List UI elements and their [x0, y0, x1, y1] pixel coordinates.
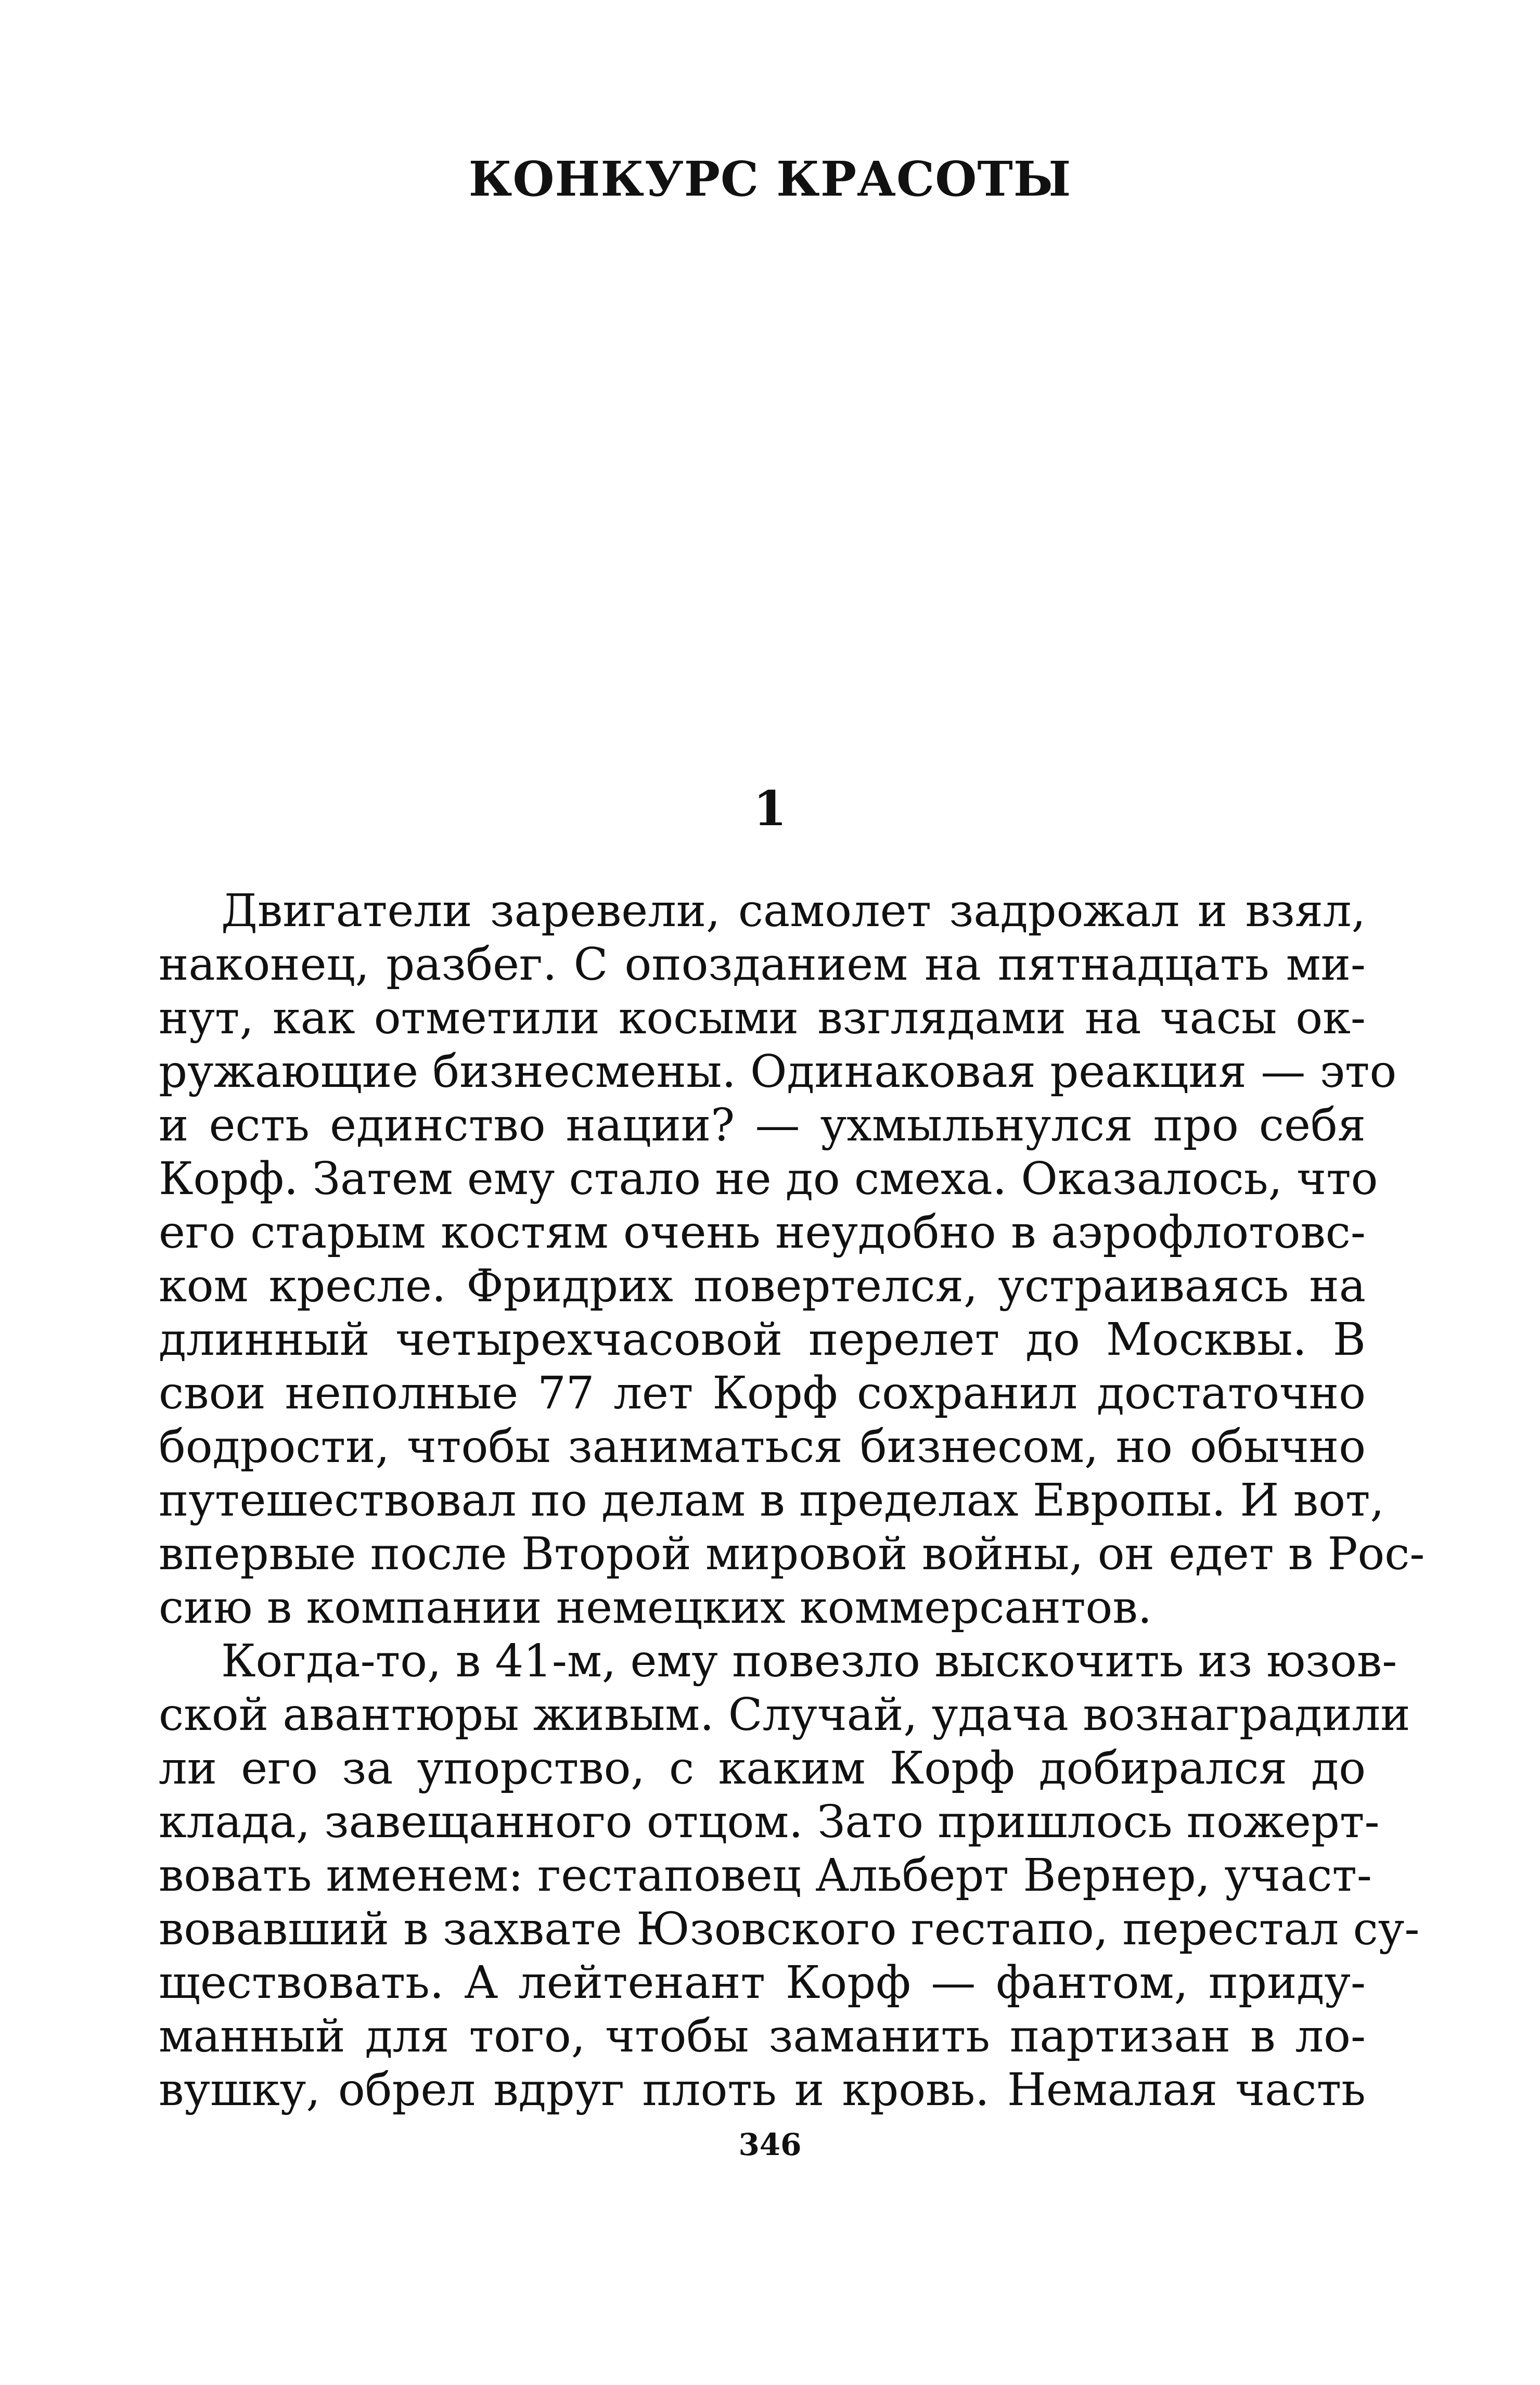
story-title: КОНКУРС КРАСОТЫ	[468, 151, 1072, 207]
body-text	[159, 884, 1425, 2117]
text-line: вушку, обрел вдруг плоть и кровь. Немалая часть	[159, 2064, 1366, 2116]
page-number: 346	[738, 2127, 802, 2162]
text-line: путешествовал по делам в пределах Европы. И вот,	[159, 1474, 1384, 1527]
text-line: свои неполные 77 лет Корф сохранил достаточно	[159, 1367, 1366, 1419]
text-line: и есть единство нации? — ухмыльнулся про себя	[159, 1099, 1366, 1151]
text-line: манный для того, чтобы заманить партизан в ло-	[159, 2010, 1366, 2062]
text-line: ли его за упорство, с каким Корф добирался до	[159, 1742, 1366, 1794]
text-line: Когда-то, в 41-м, ему повезло выскочить из юзов-	[221, 1635, 1397, 1687]
text-line: клада, завещанного отцом. Зато пришлось пожерт-	[159, 1796, 1380, 1848]
text-line: его старым костям очень неудобно в аэрофлотовс-	[159, 1207, 1366, 1259]
text-line: впервые после Второй мировой войны, он едет в Рос-	[159, 1528, 1425, 1580]
text-line: наконец, разбег. С опозданием на пятнадцать ми-	[159, 939, 1366, 991]
text-line: ружающие бизнесмены. Одинаковая реакция — это	[159, 1046, 1397, 1098]
paragraph	[159, 1635, 1420, 2117]
text-line: Корф. Затем ему стало не до смеха. Оказалось, что	[159, 1153, 1378, 1205]
text-line: нут, как отметили косыми взглядами на часы ок-	[159, 992, 1366, 1044]
text-line: ществовать. А лейтенант Корф — фантом, приду-	[159, 1957, 1366, 2009]
text-line: Двигатели заревели, самолет задрожал и взял,	[221, 885, 1366, 937]
text-line: бодрости, чтобы заниматься бизнесом, но обычно	[159, 1421, 1366, 1473]
text-line: сию в компании немецких коммерсантов.	[159, 1582, 1152, 1634]
chapter-number: 1	[753, 780, 787, 837]
paragraph	[159, 884, 1425, 1635]
text-line: ской авантюры живым. Случай, удача вознаградили	[159, 1689, 1410, 1741]
text-line: вовавший в захвате Юзовского гестапо, перестал су-	[159, 1903, 1420, 1955]
text-line: вовать именем: гестаповец Альберт Вернер, участ-	[159, 1850, 1372, 1902]
text-line: длинный четырехчасовой перелет до Москвы. В	[159, 1314, 1366, 1366]
text-line: ком кресле. Фридрих повертелся, устраиваясь на	[159, 1260, 1366, 1312]
